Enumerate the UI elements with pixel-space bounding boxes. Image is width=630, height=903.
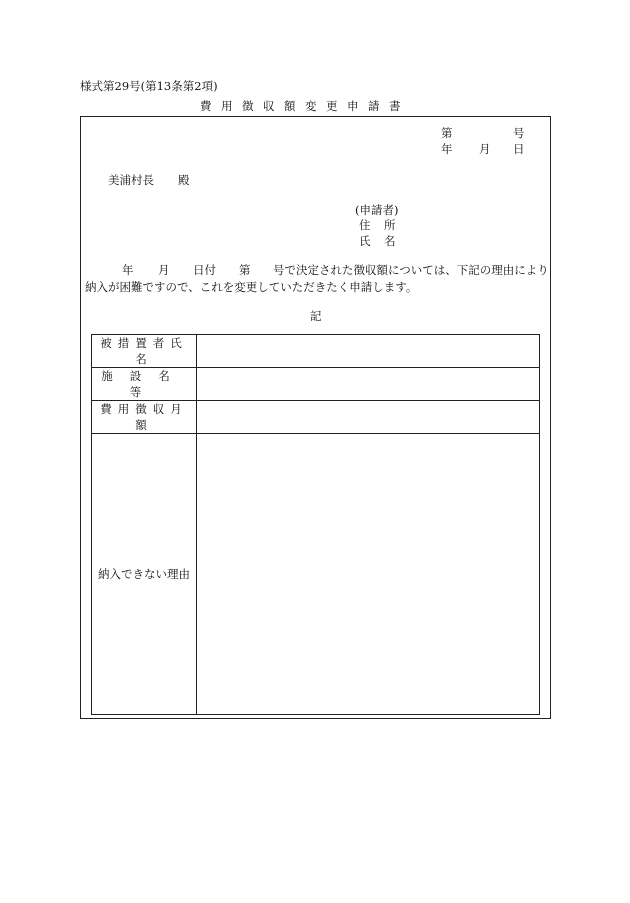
addressee-name: 美浦村長 (108, 173, 154, 187)
document-number-line (441, 126, 525, 140)
date-year: 年 (441, 142, 453, 156)
body-month: 月 (158, 263, 170, 277)
document-title: 費用徴収額変更申請書 (200, 99, 410, 113)
table-row (92, 368, 540, 401)
body-rest: 号で決定された徴収額については、下記の理由により (273, 263, 549, 277)
row-label-monthly-amount: 費用徴収月額 (92, 401, 197, 434)
addressee-honorific: 殿 (178, 173, 190, 187)
table-row (92, 434, 540, 715)
body-text-line-2: 納入が困難ですので、これを変更していただきたく申請します。 (85, 280, 418, 294)
row-label-reason: 納入できない理由 (92, 434, 197, 715)
ki-heading: 記 (310, 309, 322, 323)
body-day: 日付 (193, 263, 216, 277)
number-suffix: 号 (513, 126, 525, 140)
body-year: 年 (122, 263, 134, 277)
applicant-address-label (359, 218, 396, 232)
row-label-subject-name: 被措置者氏名 (92, 335, 197, 368)
number-prefix: 第 (441, 126, 453, 140)
body-no: 第 (239, 263, 251, 277)
detail-table (91, 334, 540, 715)
row-value-subject-name[interactable] (197, 335, 540, 368)
addressee (108, 173, 190, 187)
date-day: 日 (513, 142, 525, 156)
name-label-char-2: 名 (384, 234, 396, 248)
row-value-reason[interactable] (197, 434, 540, 715)
date-month: 月 (479, 142, 491, 156)
applicant-heading: (申請者) (355, 203, 399, 217)
row-value-monthly-amount[interactable] (197, 401, 540, 434)
address-label-char-1: 住 (359, 218, 371, 232)
applicant-name-label (359, 234, 396, 248)
table-row (92, 335, 540, 368)
row-label-facility: 施設名等 (92, 368, 197, 401)
form-number: 様式第29号(第13条第2項) (80, 79, 218, 93)
address-label-char-2: 所 (384, 218, 396, 232)
row-value-facility[interactable] (197, 368, 540, 401)
table-row (92, 401, 540, 434)
name-label-char-1: 氏 (359, 234, 371, 248)
